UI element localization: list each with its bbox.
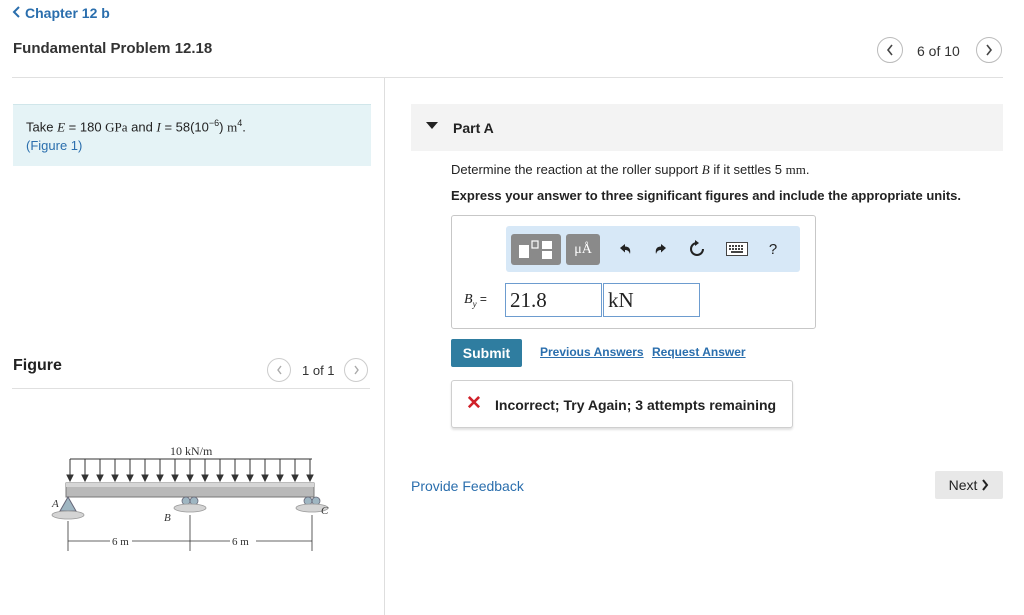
roller-support-b <box>174 497 206 512</box>
units-button[interactable]: μÅ <box>566 234 600 265</box>
dimension-lines <box>68 515 312 551</box>
reset-button[interactable] <box>686 238 708 260</box>
figure-divider <box>12 388 370 389</box>
chevron-left-icon <box>276 365 283 375</box>
feedback-box <box>451 380 793 428</box>
part-title: Part A <box>453 120 494 136</box>
modulus-units: GPa <box>105 119 128 135</box>
problem-counter: 6 of 10 <box>917 43 960 59</box>
next-figure-button[interactable] <box>344 358 368 382</box>
answer-variable: B <box>464 292 473 307</box>
support-c-label: C <box>321 505 329 517</box>
figure-heading: Figure <box>13 357 62 374</box>
answer-variable-subscript: y <box>472 298 477 309</box>
request-answer-link[interactable]: Request Answer <box>652 345 746 359</box>
modulus-value: = 180 <box>65 119 106 135</box>
and-text: and <box>127 119 157 135</box>
span-2-label: 6 m <box>232 536 249 548</box>
answer-value-input[interactable]: 21.8 <box>505 283 602 317</box>
answer-equals: = <box>476 292 487 306</box>
math-toolbar <box>506 226 800 272</box>
undo-icon <box>617 241 633 257</box>
question-end: . <box>805 162 810 177</box>
column-divider <box>384 78 385 615</box>
inertia-units-exponent: 4 <box>237 118 243 128</box>
reset-icon <box>688 240 706 258</box>
chevron-right-icon <box>353 365 360 375</box>
inertia-units: m <box>227 119 238 135</box>
chevron-left-icon <box>12 5 21 21</box>
x-icon: ✕ <box>466 393 482 414</box>
templates-icon <box>516 238 556 262</box>
distributed-load-arrows <box>67 459 313 481</box>
help-button[interactable]: ? <box>768 240 778 258</box>
next-problem-button[interactable] <box>976 37 1002 63</box>
inertia-symbol: I <box>156 119 161 135</box>
previous-answers-link[interactable]: Previous Answers <box>540 345 644 359</box>
answer-units-input[interactable]: kN <box>603 283 700 317</box>
inertia-value: = 58(10 <box>160 119 209 135</box>
load-label: 10 kN/m <box>170 444 213 458</box>
keyboard-icon <box>726 242 748 256</box>
chevron-right-icon <box>981 479 989 491</box>
beam-diagram <box>40 435 340 560</box>
chevron-right-icon <box>985 44 993 56</box>
templates-button[interactable] <box>511 234 561 265</box>
keyboard-button[interactable] <box>725 240 749 258</box>
given-period: . <box>242 119 246 135</box>
provide-feedback-link[interactable]: Provide Feedback <box>411 478 524 494</box>
answer-box <box>451 215 816 329</box>
inertia-exponent: −6 <box>208 118 220 128</box>
redo-icon <box>653 241 669 257</box>
problem-title: Fundamental Problem 12.18 <box>13 40 213 57</box>
question-suffix: if it settles 5 <box>709 162 786 177</box>
previous-figure-button[interactable] <box>267 358 291 382</box>
collapse-triangle-icon[interactable] <box>426 122 438 129</box>
redo-button[interactable] <box>650 238 672 260</box>
answer-variable-label <box>464 292 487 309</box>
figure-counter: 1 of 1 <box>302 363 335 378</box>
given-prefix: Take <box>26 119 54 135</box>
given-info-box <box>13 104 371 166</box>
span-1-label: 6 m <box>112 536 129 548</box>
back-link-label: Chapter 12 b <box>25 5 110 21</box>
next-button-label: Next <box>948 477 978 493</box>
feedback-message: Incorrect; Try Again; 3 attempts remaining <box>495 397 777 413</box>
question-prefix: Determine the reaction at the roller support <box>451 162 702 177</box>
back-to-chapter-link[interactable] <box>12 5 110 21</box>
undo-button[interactable] <box>614 238 636 260</box>
question-variable: B <box>701 162 710 177</box>
support-b-label: B <box>164 512 171 524</box>
header-divider <box>12 77 1003 78</box>
question-unit: mm <box>785 162 806 177</box>
instruction-text: Express your answer to three significant figures and include the appropriate units. <box>451 188 961 203</box>
inertia-close: ) <box>219 119 228 135</box>
given-values <box>26 118 246 135</box>
chevron-left-icon <box>886 44 894 56</box>
figure-link[interactable]: (Figure 1) <box>26 138 83 153</box>
next-button[interactable] <box>935 471 1003 499</box>
submit-button[interactable]: Submit <box>451 339 522 367</box>
question-text <box>451 162 809 178</box>
modulus-symbol: E <box>57 119 66 135</box>
support-a-label: A <box>52 498 59 510</box>
previous-problem-button[interactable] <box>877 37 903 63</box>
part-a-header[interactable] <box>411 104 1003 151</box>
